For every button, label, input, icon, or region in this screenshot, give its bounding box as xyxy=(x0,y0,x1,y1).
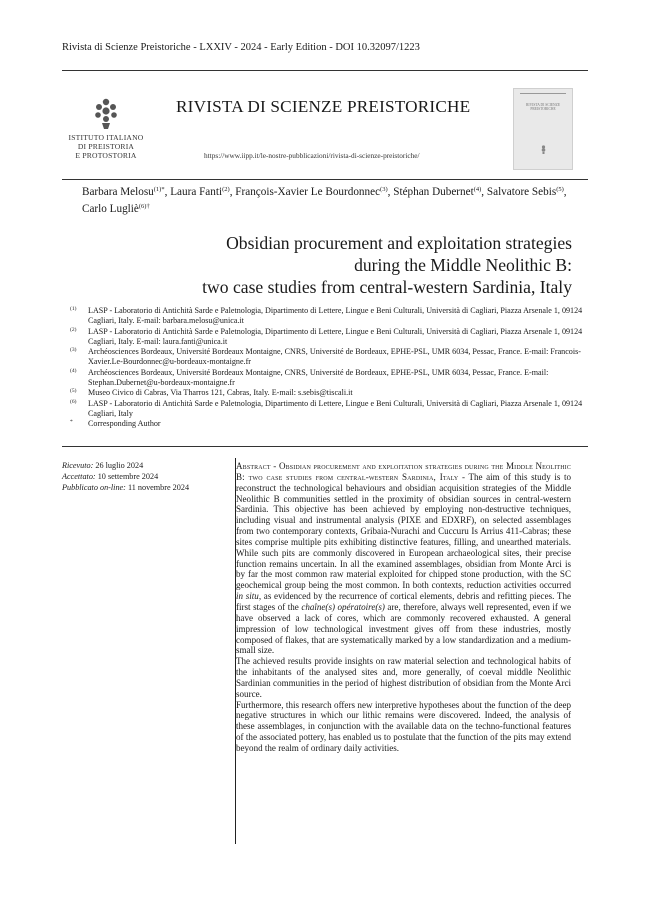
journal-url[interactable]: https://www.iipp.it/le-nostre-pubblicazioni/rivista-di-scienze-preistoriche/ xyxy=(204,151,420,160)
affiliations xyxy=(70,306,585,430)
abstract xyxy=(236,461,571,754)
affiliation-item: (5) Museo Civico di Cabras, Via Tharros 121, Cabras, Italy. E-mail: s.sebis@tiscali.it xyxy=(70,388,353,398)
article-dates xyxy=(62,460,224,494)
received-date: Ricevuto: 26 luglio 2024 xyxy=(62,461,144,470)
author-name: Laura Fanti xyxy=(170,186,223,198)
header-rule-bottom xyxy=(62,179,588,180)
author-name: Carlo Lugliè xyxy=(82,203,139,215)
cover-title: RIVISTA DI SCIENZE PREISTORICHE xyxy=(525,103,561,112)
author-name: Salvatore Sebis xyxy=(486,186,557,198)
institute-emblem-icon xyxy=(89,96,123,130)
abstract-heading: Abstract - Obsidian procurement and exploitation strategies during the Middle Neolithic B: two case studies from central-western Sardinia, Italy xyxy=(236,461,571,482)
institute-line-2: DI PREISTORIA xyxy=(77,142,135,151)
cover-emblem-icon xyxy=(540,145,547,154)
running-header: Rivista di Scienze Preistoriche - LXXIV - 2024 - Early Edition - DOI 10.32097/1223 xyxy=(62,42,420,53)
author-mark: (6)† xyxy=(138,203,150,210)
institute-line-1: ISTITUTO ITALIANO xyxy=(68,133,144,142)
author-list: Barbara Melosu$^{(1)*}$, Laura Fanti$^{(2)}$, François-Xavier Le Bourdonnec$^{(3)}$, Stéphan Dubernet$^{(4)}$, Salvatore Sebis$^{(5)}$, Carlo Lugliè$^{(6)\dagger}$ xyxy=(82,186,567,215)
affiliation-item: (3) Archéosciences Bordeaux, Université Bordeaux Montaigne, CNRS, Université de Bordeaux, EPHE-PSL, UMR 6034, Pessac, France. E-mail: Francois-Xavier.Le-Bourdonnec@u-bordeaux-montaigne.fr xyxy=(70,347,581,367)
accepted-date: Accettato: 10 settembre 2024 xyxy=(62,472,159,482)
affiliation-item: (2) LASP - Laboratorio di Antichità Sarde e Paletnologia, Dipartimento di Lettere, Lingue e Beni Culturali, Università di Cagliari, Piazza Arsenale 1, 09124 Cagliari, Italy. E-mail: laura.fanti@unica.it xyxy=(70,326,583,346)
author-mark: (3) xyxy=(380,186,388,193)
affiliation-item: (6) LASP - Laboratorio di Antichità Sarde e Paletnologia, Dipartimento di Lettere, Lingue e Beni Culturali, Università di Cagliari, Piazza Arsenale 1, 09124 Cagliari, Italy xyxy=(70,398,583,418)
article-title-line: two case studies from central-western Sardinia, Italy xyxy=(202,277,572,297)
affiliation-item: * Corresponding Author xyxy=(70,419,161,429)
author-mark: (4) xyxy=(473,186,482,193)
author-mark: (5) xyxy=(556,186,564,193)
institute-line-3: E PROTOSTORIA xyxy=(75,151,137,160)
affiliations-rule xyxy=(62,446,588,447)
affiliation-item: (4) Archéosciences Bordeaux, Université Bordeaux Montaigne, CNRS, Université de Bordeaux, EPHE-PSL, UMR 6034, Pessac, France. E-mail: Stephan.Dubernet@u-bordeaux-montaigne.fr xyxy=(70,367,549,388)
article-title-line: Obsidian procurement and exploitation strategies xyxy=(226,233,572,253)
author-name: François-Xavier Le Bourdonnec xyxy=(235,186,381,198)
article-title xyxy=(100,232,572,298)
abstract-paragraph: Abstract - Obsidian procurement and exploitation strategies during the Middle Neolithic B: two case studies from central-western Sardinia, Italy - The aim of this study is to reconstruct the technological behaviours and obsidian acquisition strategies of the Middle Neolithic B communities settled in the proximity of obsidian sources in central-western Sardinia. This objective has been achieved by employing non-destructive techniques, including visual and instrumental analysis (PIXE and EDXRF), on selected assemblages from two contemporary contexts, Gribaia-Nurachi and Cuccuru Is Arrius 411-Cabras; these sites comprise multiple pits exhibiting distinctive features, filling, and unearthed materials. While such pits are commonly discovered in European archaeological sites, their precise function remains uncertain. In all the examined assemblages, obsidian from Monte Arci is by far the most common raw material exploited for chipped stone production, with the SC geochemical group being the most common. In both contexts, reduction activities occurred in situ, as evidenced by the recurrence of cortical elements, debris and refitting pieces. The first stages of the chaîne(s) opératoire(s) are, therefore, always well represented, even if we have observed a lack of cores, which are commonly recovered exhausted. A general impression of low technological investment gives off from these industries, mostly composed of flakes, that are systematically marked by a low standardization and a medium-small size. xyxy=(236,461,571,656)
institute-logo xyxy=(62,96,150,160)
header-rule-top xyxy=(62,70,588,71)
author-name: Stéphan Dubernet xyxy=(393,186,474,198)
journal-title: RIVISTA DI SCIENZE PREISTORICHE xyxy=(176,97,471,116)
published-date: Pubblicato on-line: 11 novembre 2024 xyxy=(62,483,190,493)
affiliation-item: (1) LASP - Laboratorio di Antichità Sarde e Paletnologia, Dipartimento di Lettere, Lingue e Beni Culturali, Università di Cagliari, Piazza Arsenale 1, 09124 Cagliari, Italy. E-mail: barbara.melosu@unica.it xyxy=(70,306,583,326)
author-mark: (1)* xyxy=(153,186,165,193)
author-name: Barbara Melosu xyxy=(82,186,154,198)
abstract-paragraph: The achieved results provide insights on raw material selection and technological habits of the inhabitants of the analysed sites and, more generally, of coeval middle Neolithic Sardinian communities in the period of highest distribution of obsidian from the Monte Arci source. xyxy=(236,656,571,699)
author-mark: (2) xyxy=(222,186,230,193)
abstract-paragraph: Furthermore, this research offers new interpretive hypotheses about the function of the deep negative structures in which our lithic remains were discovered. Indeed, the analysis of these assemblages, in conjunction with the available data on the techno-functional features of the associated pottery, has enabled us to postulate that the function of the pits may extend beyond the realm of ordinary daily activities. xyxy=(236,699,571,753)
journal-cover-thumbnail xyxy=(513,88,573,170)
article-title-line: during the Middle Neolithic B: xyxy=(354,255,572,275)
